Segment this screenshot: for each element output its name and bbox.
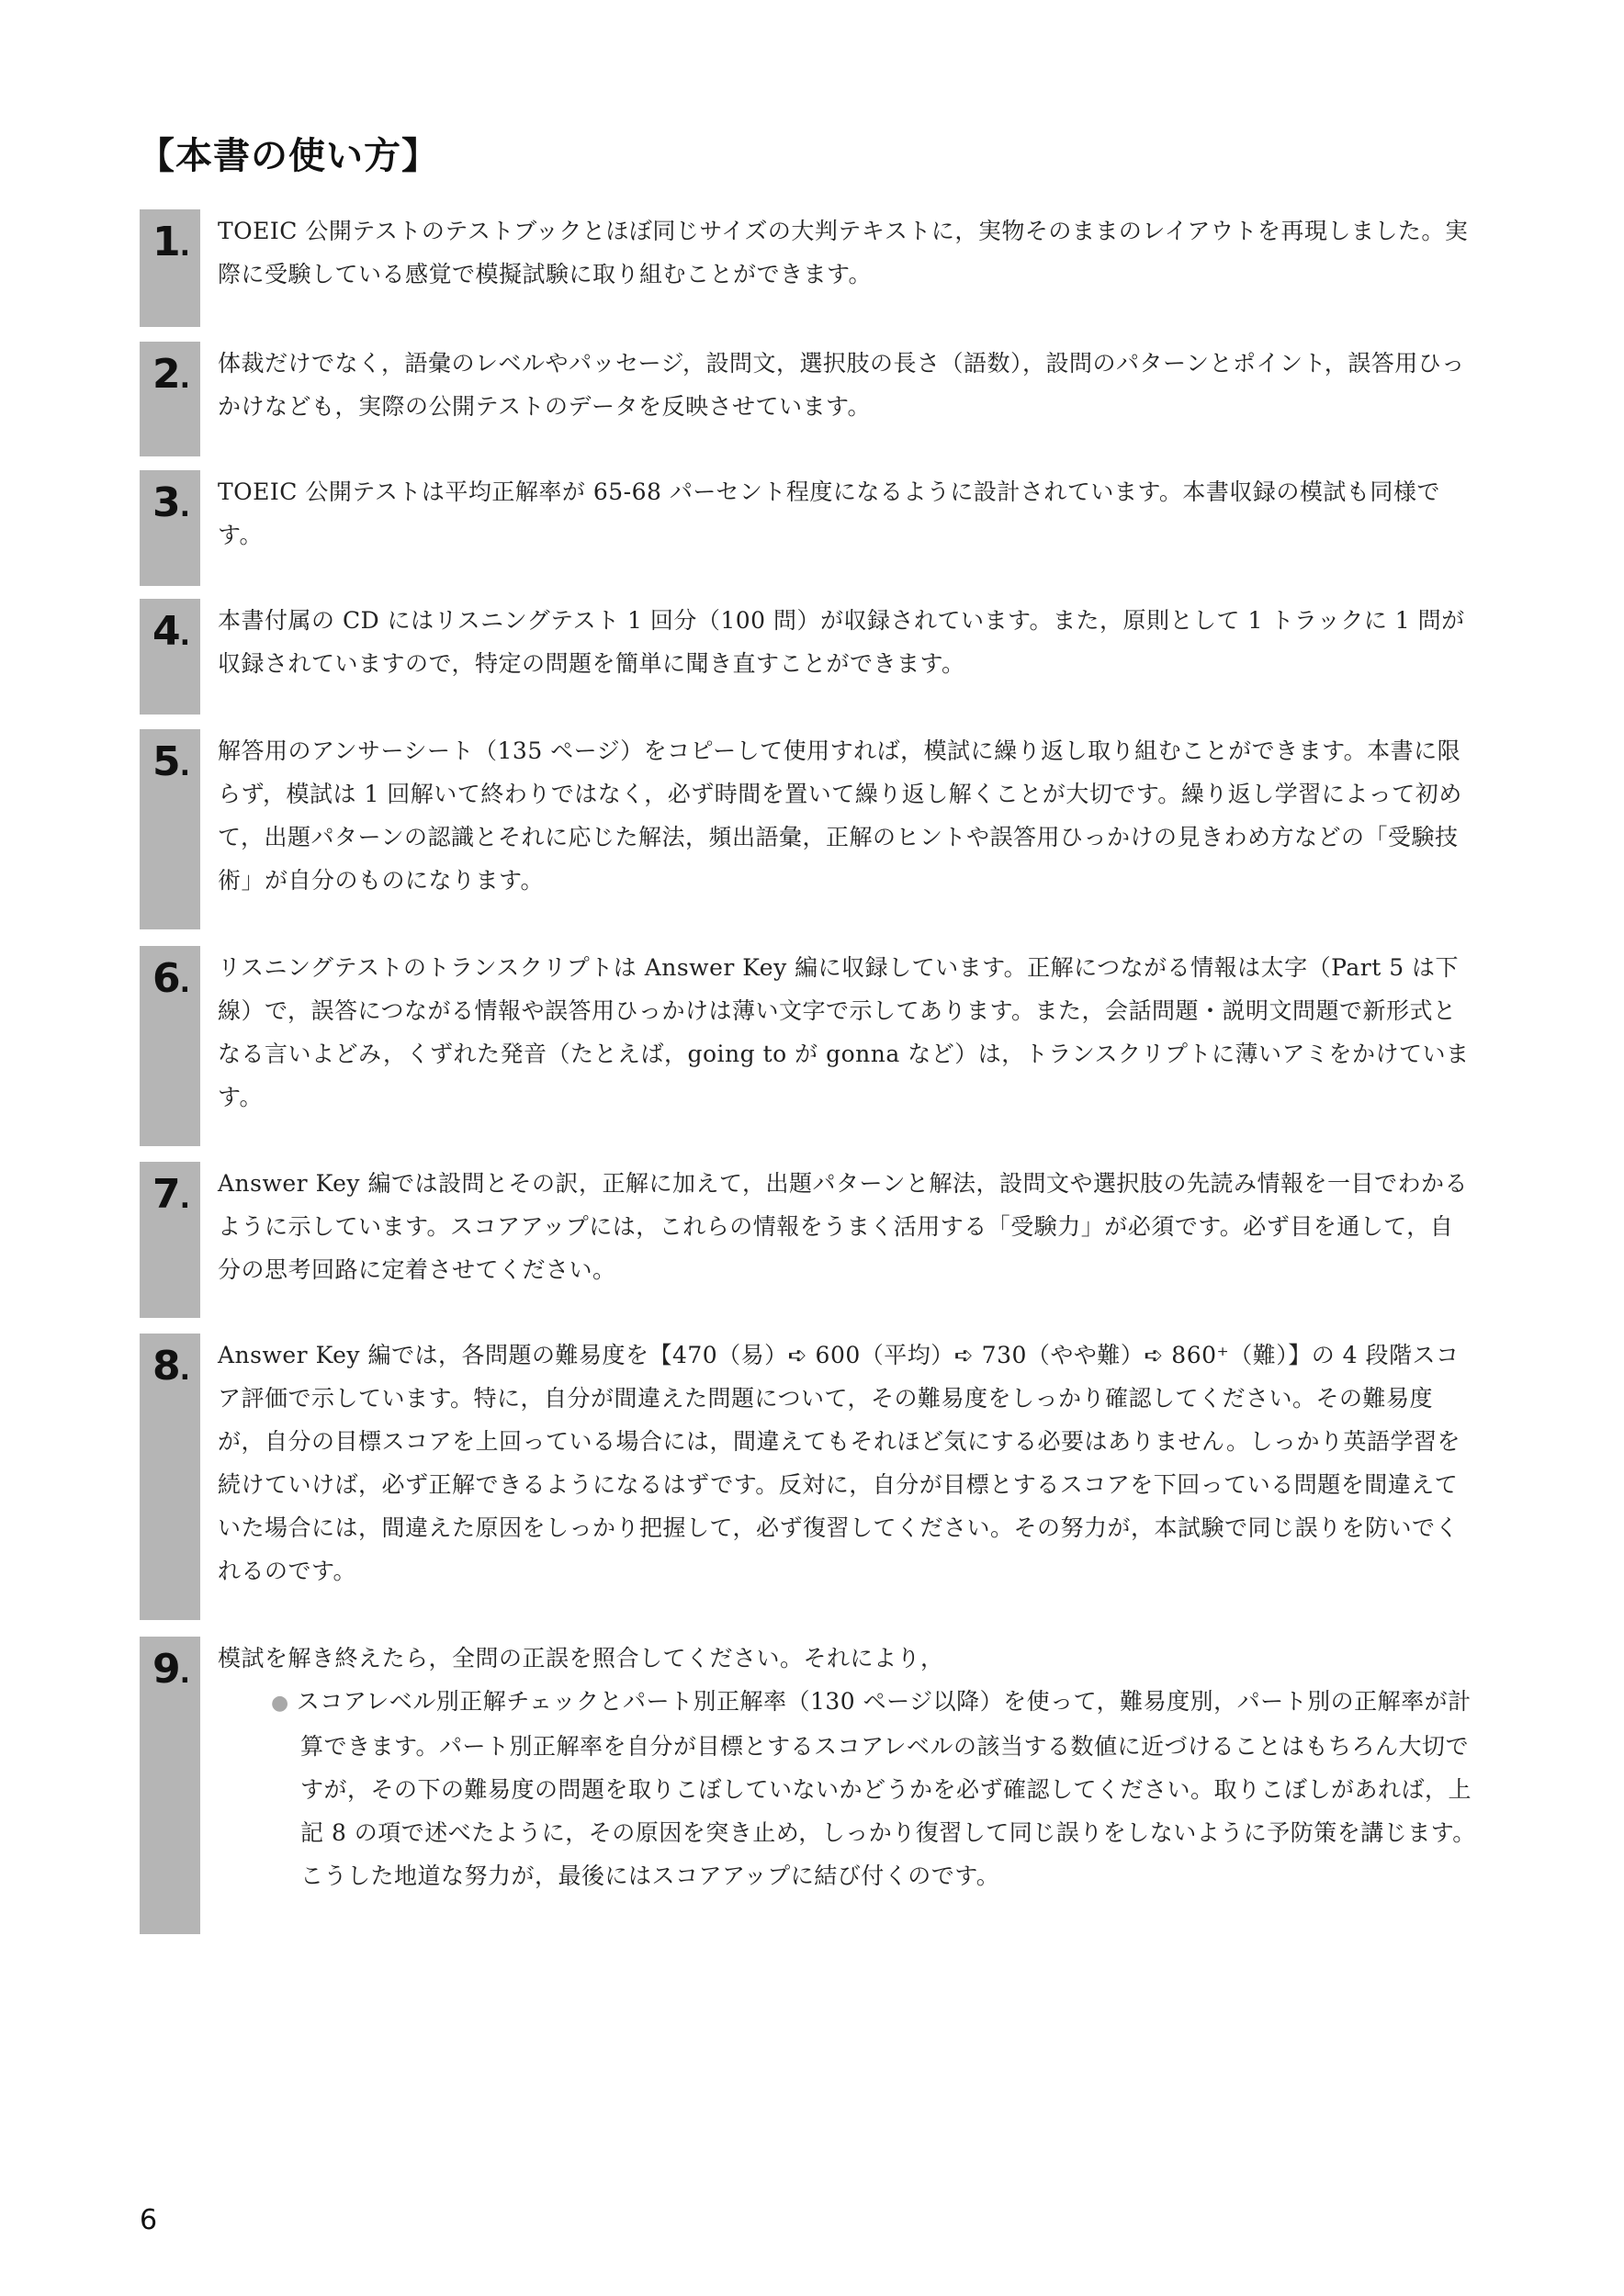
- item-6: [140, 946, 1481, 1146]
- item-5: [140, 729, 1481, 929]
- item-number-bar: [140, 1162, 200, 1318]
- item-text: TOEIC 公開テストは平均正解率が 65-68 パーセント程度になるように設計されています。本書収録の模試も同様です。: [218, 478, 1440, 548]
- bullet-text: スコアレベル別正解チェックとパート別正解率（130 ページ以降）を使って，難易度別，パート別の正解率が計算できます。パート別正解率を自分が目標とするスコアレベルの該当する数値に近づけることはもちろん大切ですが，その下の難易度の問題を取りこぼしていないかどうかを必ず確認してください。取りこぼしがあれば，上記 8 の項で述べたように，その原因を突き止め，しっかり復習して同じ誤りをしないように予防策を講じます。こうした地道な努力が，最後にはスコアアップに結び付くのです。: [296, 1688, 1476, 1889]
- item-number: 8.: [152, 1343, 190, 1390]
- bullet-icon: ●: [271, 1692, 289, 1715]
- item-9: [140, 1637, 1481, 1934]
- item-text: 解答用のアンサーシート（135 ページ）をコピーして使用すれば，模試に繰り返し取り組むことができます。本書に限らず，模試は 1 回解いて終わりではなく，必ず時間を置いて繰り返し解くことが大切です。繰り返し学習によって初めて，出題パターンの認識とそれに応じた解法，頻出語彙，正解のヒントや誤答用ひっかけの見きわめ方などの「受験技術」が自分のものになります。: [218, 737, 1462, 894]
- item-number-bar: [140, 946, 200, 1146]
- item-number-bar: [140, 470, 200, 586]
- item-number-bar: [140, 729, 200, 929]
- item-7: [140, 1162, 1481, 1318]
- item-text: 体裁だけでなく，語彙のレベルやパッセージ，設問文，選択肢の長さ（語数），設問のパターンとポイント，誤答用ひっかけなども，実際の公開テストのデータを反映させています。: [218, 350, 1465, 420]
- item-text: Answer Key 編では，各問題の難易度を【470（易）➪ 600（平均）➪ 730（やや難）➪ 860⁺（難）】の 4 段階スコア評価で示しています。特に，自分が間違えた問題について，その難易度をしっかり確認してください。その難易度が，自分の目標スコアを上回っている場合には，間違えてもそれほど気にする必要はありません。しっかり英語学習を続けていけば，必ず正解できるようになるはずです。反対に，自分が目標とするスコアを下回っている問題を間違えていた場合には，間違えた原因をしっかり把握して，必ず復習してください。その努力が，本試験で同じ誤りを防いでくれるのです。: [218, 1342, 1461, 1584]
- item-text: TOEIC 公開テストのテストブックとほぼ同じサイズの大判テキストに，実物そのままのレイアウトを再現しました。実際に受験している感覚で模擬試験に取り組むことができます。: [218, 218, 1469, 287]
- item-4: [140, 599, 1481, 715]
- item-number-bar: [140, 209, 200, 327]
- item-number: 5.: [152, 738, 190, 785]
- item-number: 3.: [152, 479, 190, 526]
- item-number-bar: [140, 342, 200, 456]
- item-number: 7.: [152, 1171, 190, 1218]
- item-number-bar: [140, 1637, 200, 1934]
- item-number: 1.: [152, 219, 190, 265]
- item-number: 2.: [152, 351, 190, 398]
- item-text: Answer Key 編では設問とその訳，正解に加えて，出題パターンと解法，設問文や選択肢の先読み情報を一目でわかるように示しています。スコアアップには，これらの情報をうまく活用する「受験力」が必須です。必ず目を通して，自分の思考回路に定着させてください。: [218, 1170, 1468, 1283]
- page-title: 【本書の使い方】: [138, 135, 439, 177]
- item-text: 模試を解き終えたら，全問の正誤を照合してください。それにより， ● スコアレベル別正解チェックとパート別正解率（130 ページ以降）を使って，難易度別，パート別の正解率が計算できます。パート別正解率を自分が目標とするスコアレベルの該当する数値に近づけることはもちろん大切ですが，その下の難易度の問題を取りこぼしていないかどうかを必ず確認してください。取りこぼしがあれば，上記 8 の項で述べたように，その原因を突き止め，しっかり復習して同じ誤りをしないように予防策を講じます。こうした地道な努力が，最後にはスコアアップに結び付くのです。: [218, 1645, 1476, 1889]
- item-3: [140, 470, 1481, 586]
- item-number: 4.: [152, 608, 190, 655]
- item-number: 9.: [152, 1646, 190, 1693]
- item-1: [140, 209, 1481, 327]
- item-text: リスニングテストのトランスクリプトは Answer Key 編に収録しています。正解につながる情報は太字（Part 5 は下線）で，誤答につながる情報や誤答用ひっかけは薄い文字で示してあります。また，会話問題・説明文問題で新形式となる言いよどみ，くずれた発音（たとえば，going to が gonna など）は，トランスクリプトに薄いアミをかけています。: [218, 954, 1470, 1110]
- item-text: 本書付属の CD にはリスニングテスト 1 回分（100 問）が収録されています。また，原則として 1 トラックに 1 問が収録されていますので，特定の問題を簡単に聞き直すことができます。: [218, 607, 1465, 677]
- item-number: 6.: [152, 955, 190, 1002]
- item-number-bar: [140, 599, 200, 715]
- item-8: [140, 1334, 1481, 1620]
- page-number: 6: [140, 2204, 158, 2236]
- item-2: [140, 342, 1481, 456]
- item-number-bar: [140, 1334, 200, 1620]
